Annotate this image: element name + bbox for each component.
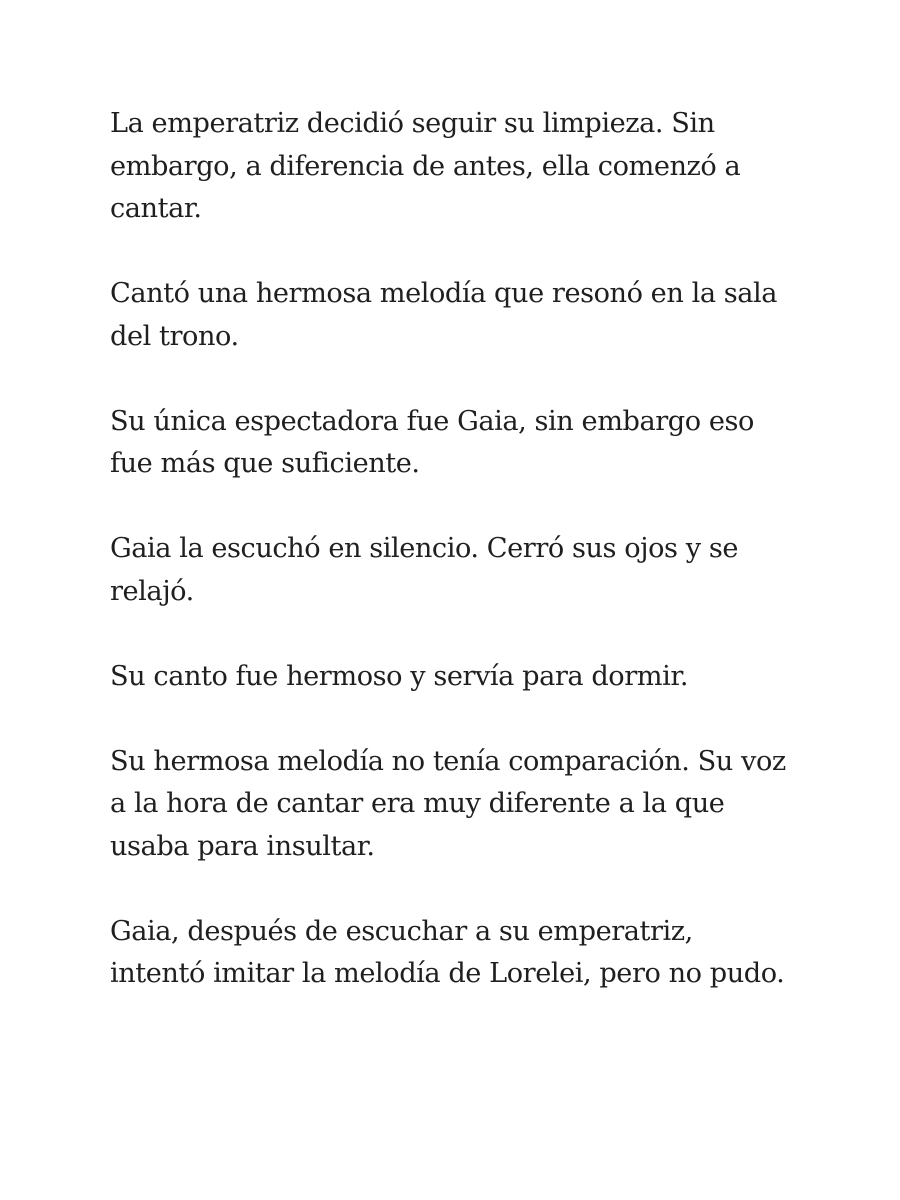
paragraph: Su canto fue hermoso y servía para dormir.: [110, 660, 689, 692]
paragraph: Cantó una hermosa melodía que resonó en la sala del trono.: [110, 278, 778, 352]
paragraph: La emperatriz decidió seguir su limpieza. Sin embargo, a diferencia de antes, ella comenzó a cantar.: [110, 108, 741, 224]
paragraph: Gaia la escuchó en silencio. Cerró sus ojos y se relajó.: [110, 533, 738, 607]
paragraph: Gaia, después de escuchar a su emperatriz, intentó imitar la melodía de Lorelei, pero no pudo.: [110, 915, 785, 989]
paragraph: Su hermosa melodía no tenía comparación. Su voz a la hora de cantar era muy diferente a la que usaba para insultar.: [110, 745, 786, 862]
paragraph: Su única espectadora fue Gaia, sin embargo eso fue más que suficiente.: [110, 405, 754, 479]
